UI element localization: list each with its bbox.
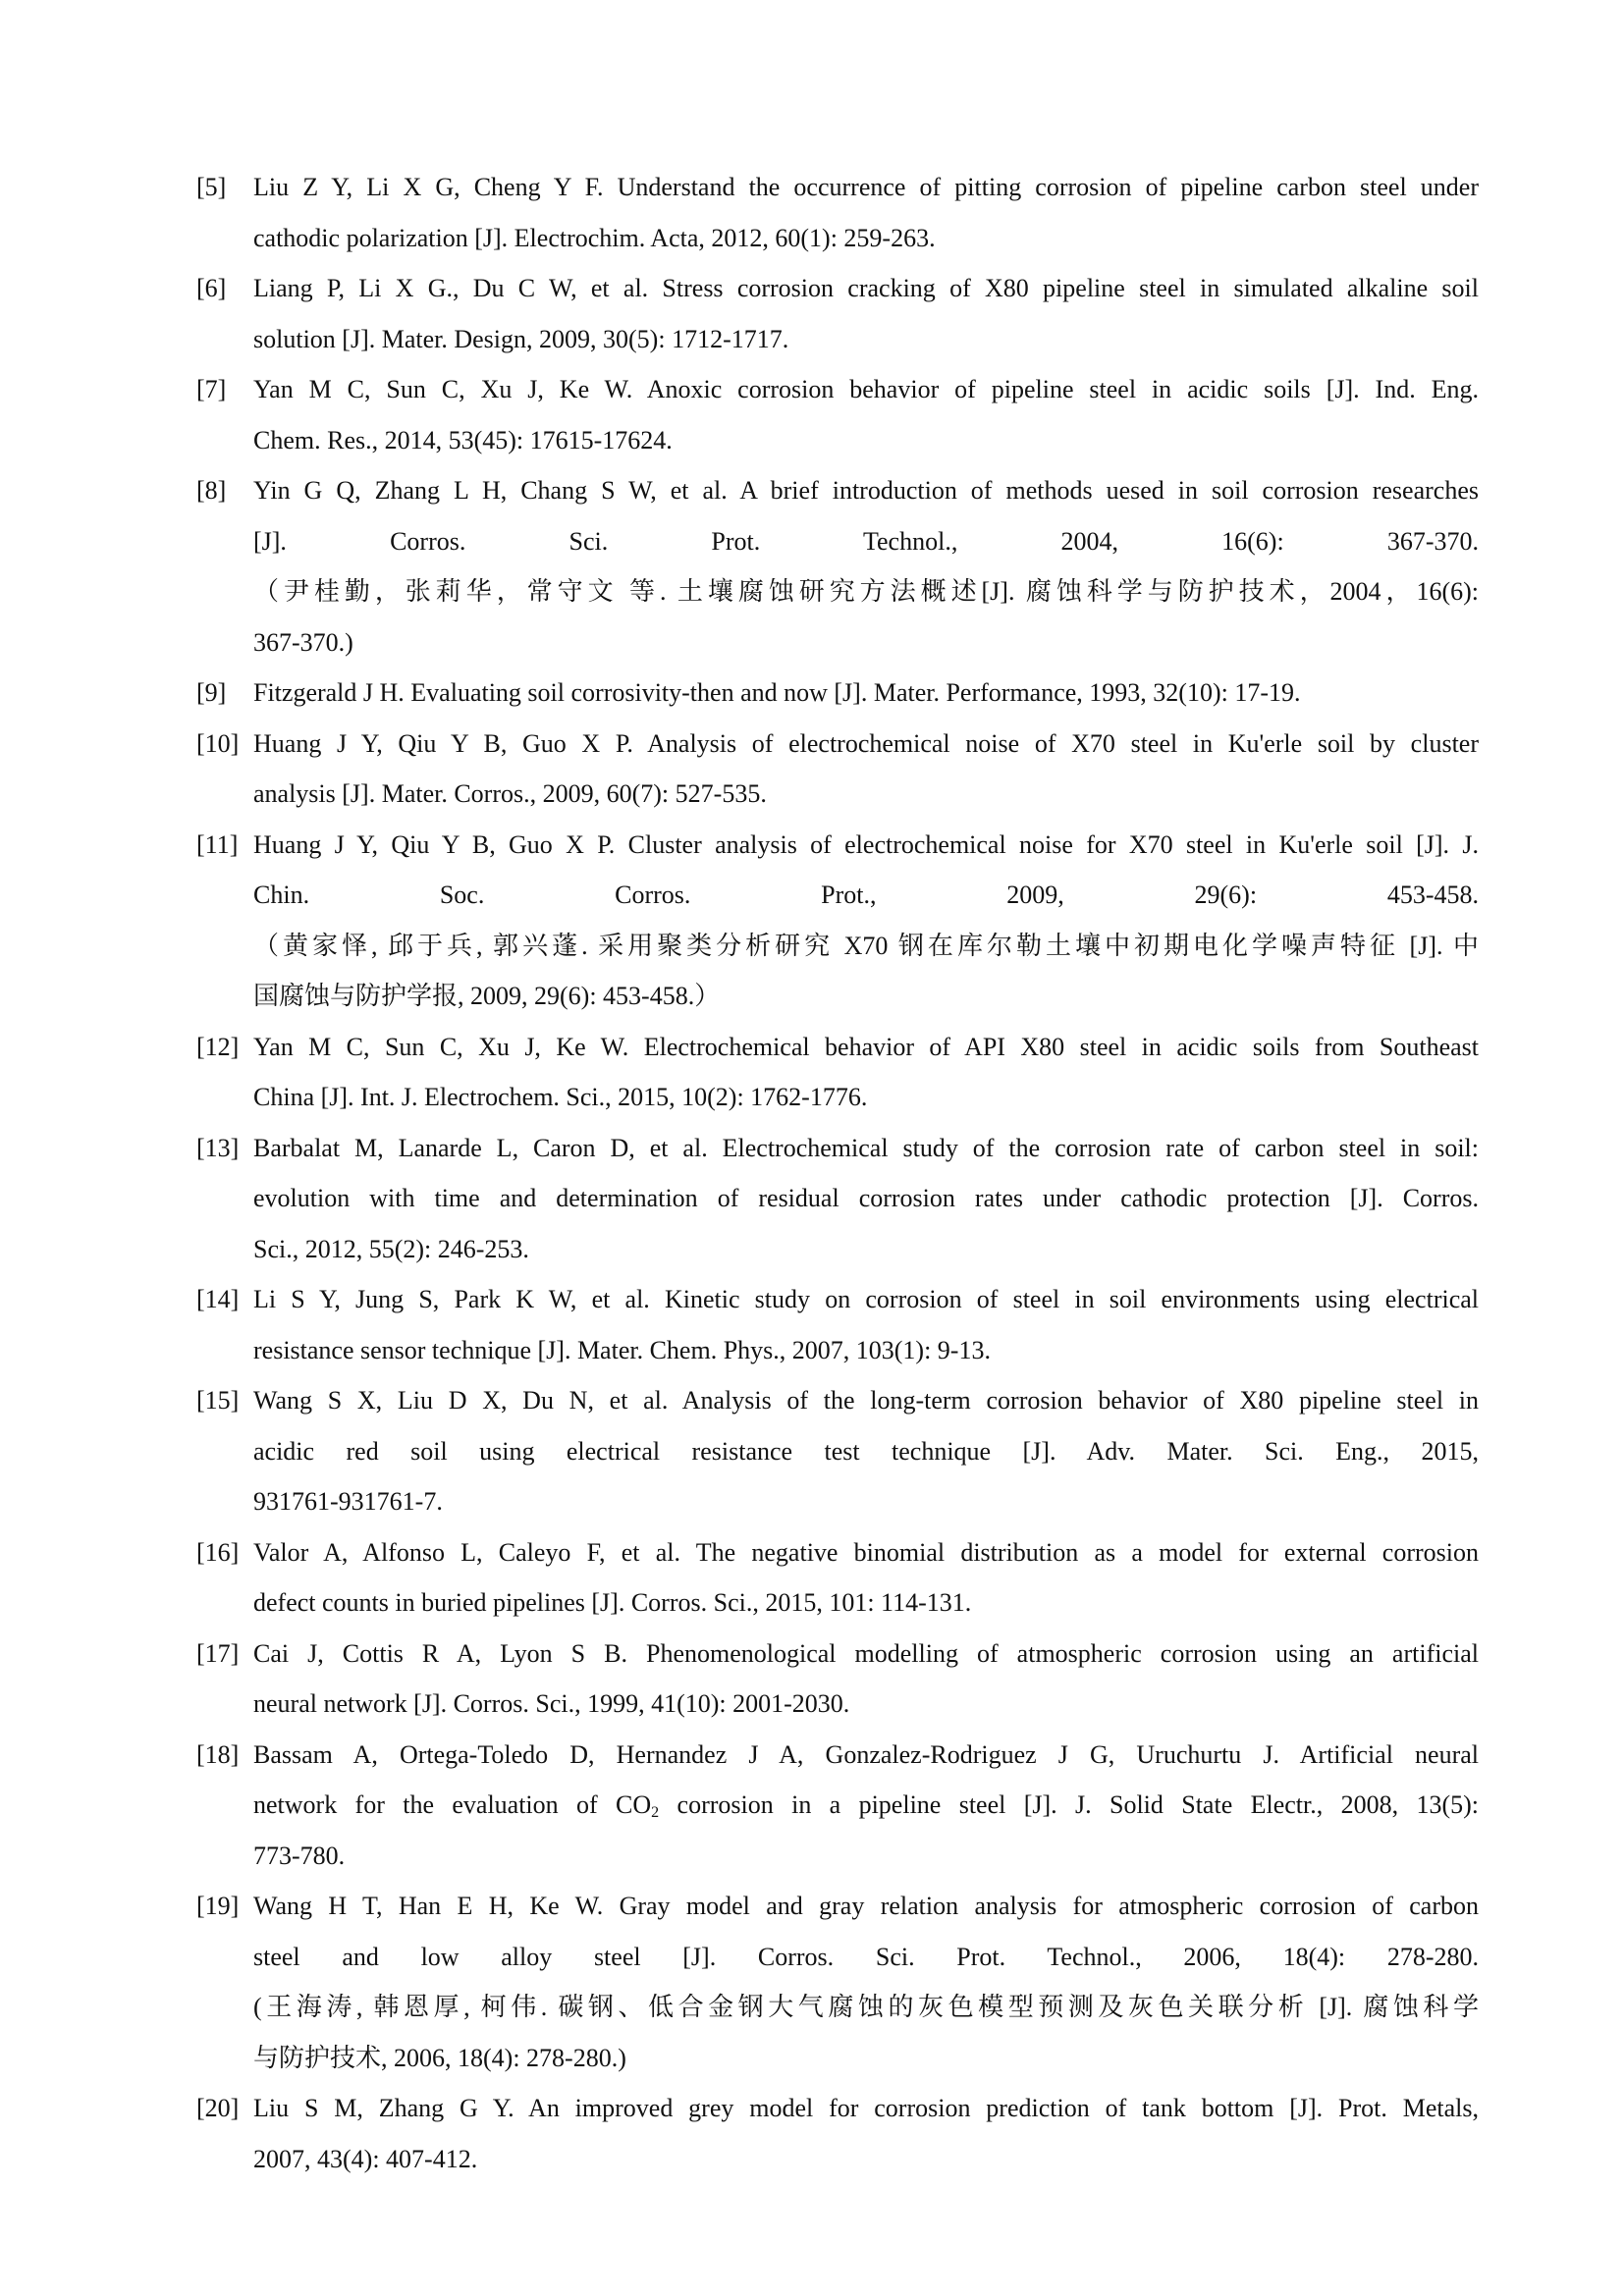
reference-number: [12] <box>196 1032 240 1061</box>
reference-number: [15] <box>196 1386 240 1415</box>
reference-line: acidic red soil using electrical resistance test technique [J]. Adv. Mater. Sci. Eng., 2015, <box>253 1436 1479 1466</box>
reference-line: evolution with time and determination of residual corrosion rates under cathodic protection [J]. Corros. <box>253 1184 1479 1212</box>
reference-number: [9] <box>196 678 227 707</box>
reference-line: Liu S M, Zhang G Y. An improved grey model for corrosion prediction of tank bottom [J]. Prot. Metals, <box>253 2094 1479 2122</box>
reference-line: China [J]. Int. J. Electrochem. Sci., 2015, 10(2): 1762-1776. <box>253 1083 868 1111</box>
reference-line <box>253 1780 1479 1831</box>
reference-line: Bassam A, Ortega-Toledo D, Hernandez J A, Gonzalez-Rodriguez J G, Uruchurtu J. Artificial neural <box>253 1739 1479 1769</box>
reference-line: Huang J Y, Qiu Y B, Guo X P. Analysis of electrochemical noise of X70 steel in Ku'erle soil by cluster <box>253 728 1479 758</box>
reference-line: 773-780. <box>253 1841 346 1870</box>
reference-number: [10] <box>196 728 240 758</box>
reference-line: Yan M C, Sun C, Xu J, Ke W. Anoxic corrosion behavior of pipeline steel in acidic soils [J]. Ind. Eng. <box>253 375 1479 403</box>
reference-entry <box>196 1881 1479 2083</box>
reference-number: [17] <box>196 1638 240 1668</box>
line-segment: network for the evaluation of CO <box>253 1790 652 1819</box>
reference-number: [14] <box>196 1285 240 1313</box>
reference-number: [16] <box>196 1537 240 1567</box>
reference-line: (王海涛, 韩恩厚, 柯伟. 碳钢、低合金钢大气腐蚀的灰色模型预测及灰色关联分析 [J]. 腐蚀科学 <box>253 1993 1479 2021</box>
reference-line: solution [J]. Mater. Design, 2009, 30(5): 1712-1717. <box>253 324 789 353</box>
reference-line: resistance sensor technique [J]. Mater. Chem. Phys., 2007, 103(1): 9-13. <box>253 1335 991 1364</box>
reference-line: [J]. Corros. Sci. Prot. Technol., 2004, 16(6): 367-370. <box>253 526 1479 556</box>
reference-number: [7] <box>196 375 227 403</box>
reference-line: neural network [J]. Corros. Sci., 1999, 41(10): 2001-2030. <box>253 1689 850 1718</box>
reference-entry <box>196 2083 1479 2184</box>
reference-line: Valor A, Alfonso L, Caleyo F, et al. The negative binomial distribution as a model for external corrosion <box>253 1537 1479 1567</box>
reference-line: Sci., 2012, 55(2): 246-253. <box>253 1234 529 1263</box>
reference-line: cathodic polarization [J]. Electrochim. Acta, 2012, 60(1): 259-263. <box>253 223 936 252</box>
reference-line: analysis [J]. Mater. Corros., 2009, 60(7): 527-535. <box>253 779 767 808</box>
reference-entry <box>196 1123 1479 1275</box>
reference-line: Barbalat M, Lanarde L, Caron D, et al. Electrochemical study of the corrosion rate of carbon steel in soil: <box>253 1133 1479 1162</box>
reference-entry <box>196 1375 1479 1527</box>
reference-line: 367-370.) <box>253 627 353 657</box>
reference-line: Chin. Soc. Corros. Prot., 2009, 29(6): 453-458. <box>253 881 1479 909</box>
reference-line: Liang P, Li X G., Du C W, et al. Stress corrosion cracking of X80 pipeline steel in simulated alkaline soil <box>253 274 1479 302</box>
reference-number: [13] <box>196 1133 240 1162</box>
reference-line: （尹桂勤，张莉华，常守文 等. 土壤腐蚀研究方法概述[J]. 腐蚀科学与防护技术，2004，16(6): <box>253 577 1479 606</box>
reference-line: Liu Z Y, Li X G, Cheng Y F. Understand the occurrence of pitting corrosion of pipeline carbon steel under <box>253 173 1479 201</box>
reference-line: defect counts in buried pipelines [J]. Corros. Sci., 2015, 101: 114-131. <box>253 1588 972 1617</box>
reference-entry <box>196 263 1479 364</box>
reference-entry <box>196 364 1479 465</box>
reference-entry <box>196 1274 1479 1375</box>
reference-line: 2007, 43(4): 407-412. <box>253 2144 478 2173</box>
reference-entry <box>196 719 1479 820</box>
subscript-text: 2 <box>651 1804 660 1821</box>
reference-number: [5] <box>196 173 227 201</box>
reference-entry <box>196 1022 1479 1123</box>
reference-entry <box>196 1730 1479 1882</box>
reference-entry <box>196 162 1479 263</box>
reference-list <box>196 162 1479 2184</box>
reference-number: [11] <box>196 829 239 859</box>
reference-entry <box>196 820 1479 1022</box>
reference-entry <box>196 667 1479 719</box>
reference-line: Wang H T, Han E H, Ke W. Gray model and gray relation analysis for atmospheric corrosion of carbon <box>253 1892 1479 1920</box>
reference-line: Yan M C, Sun C, Xu J, Ke W. Electrochemical behavior of API X80 steel in acidic soils from Southeast <box>253 1032 1479 1061</box>
reference-entry <box>196 1527 1479 1629</box>
reference-entry <box>196 465 1479 667</box>
reference-line: 931761-931761-7. <box>253 1487 443 1516</box>
reference-entry <box>196 1629 1479 1730</box>
reference-line: Li S Y, Jung S, Park K W, et al. Kinetic study on corrosion of steel in soil environments using electrical <box>253 1285 1479 1313</box>
reference-number: [8] <box>196 476 227 505</box>
reference-number: [18] <box>196 1739 240 1769</box>
reference-line: Wang S X, Liu D X, Du N, et al. Analysis of the long-term corrosion behavior of X80 pipeline steel in <box>253 1386 1479 1415</box>
reference-number: [19] <box>196 1892 240 1920</box>
line-segment: corrosion in a pipeline steel [J]. J. Solid State Electr., 2008, 13(5): <box>659 1790 1479 1819</box>
reference-number: [6] <box>196 274 227 302</box>
reference-line: Chem. Res., 2014, 53(45): 17615-17624. <box>253 425 673 454</box>
reference-number: [20] <box>196 2094 240 2122</box>
reference-line: Fitzgerald J H. Evaluating soil corrosivity-then and now [J]. Mater. Performance, 1993, 32(10): 17-19. <box>253 678 1301 707</box>
reference-line: Cai J, Cottis R A, Lyon S B. Phenomenological modelling of atmospheric corrosion using an artificial <box>253 1638 1479 1668</box>
reference-line: steel and low alloy steel [J]. Corros. Sci. Prot. Technol., 2006, 18(4): 278-280. <box>253 1942 1479 1971</box>
reference-line: Huang J Y, Qiu Y B, Guo X P. Cluster analysis of electrochemical noise for X70 steel in Ku'erle soil [J]. J. <box>253 829 1479 859</box>
reference-line: Yin G Q, Zhang L H, Chang S W, et al. A brief introduction of methods uesed in soil corrosion researches <box>253 476 1479 505</box>
reference-line: （黄家怿, 邱于兵, 郭兴蓬. 采用聚类分析研究 X70 钢在库尔勒土壤中初期电化学噪声特征 [J]. 中 <box>253 931 1479 960</box>
reference-line: 与防护技术, 2006, 18(4): 278-280.) <box>253 2043 626 2072</box>
reference-line: 国腐蚀与防护学报, 2009, 29(6): 453-458.） <box>253 982 721 1010</box>
